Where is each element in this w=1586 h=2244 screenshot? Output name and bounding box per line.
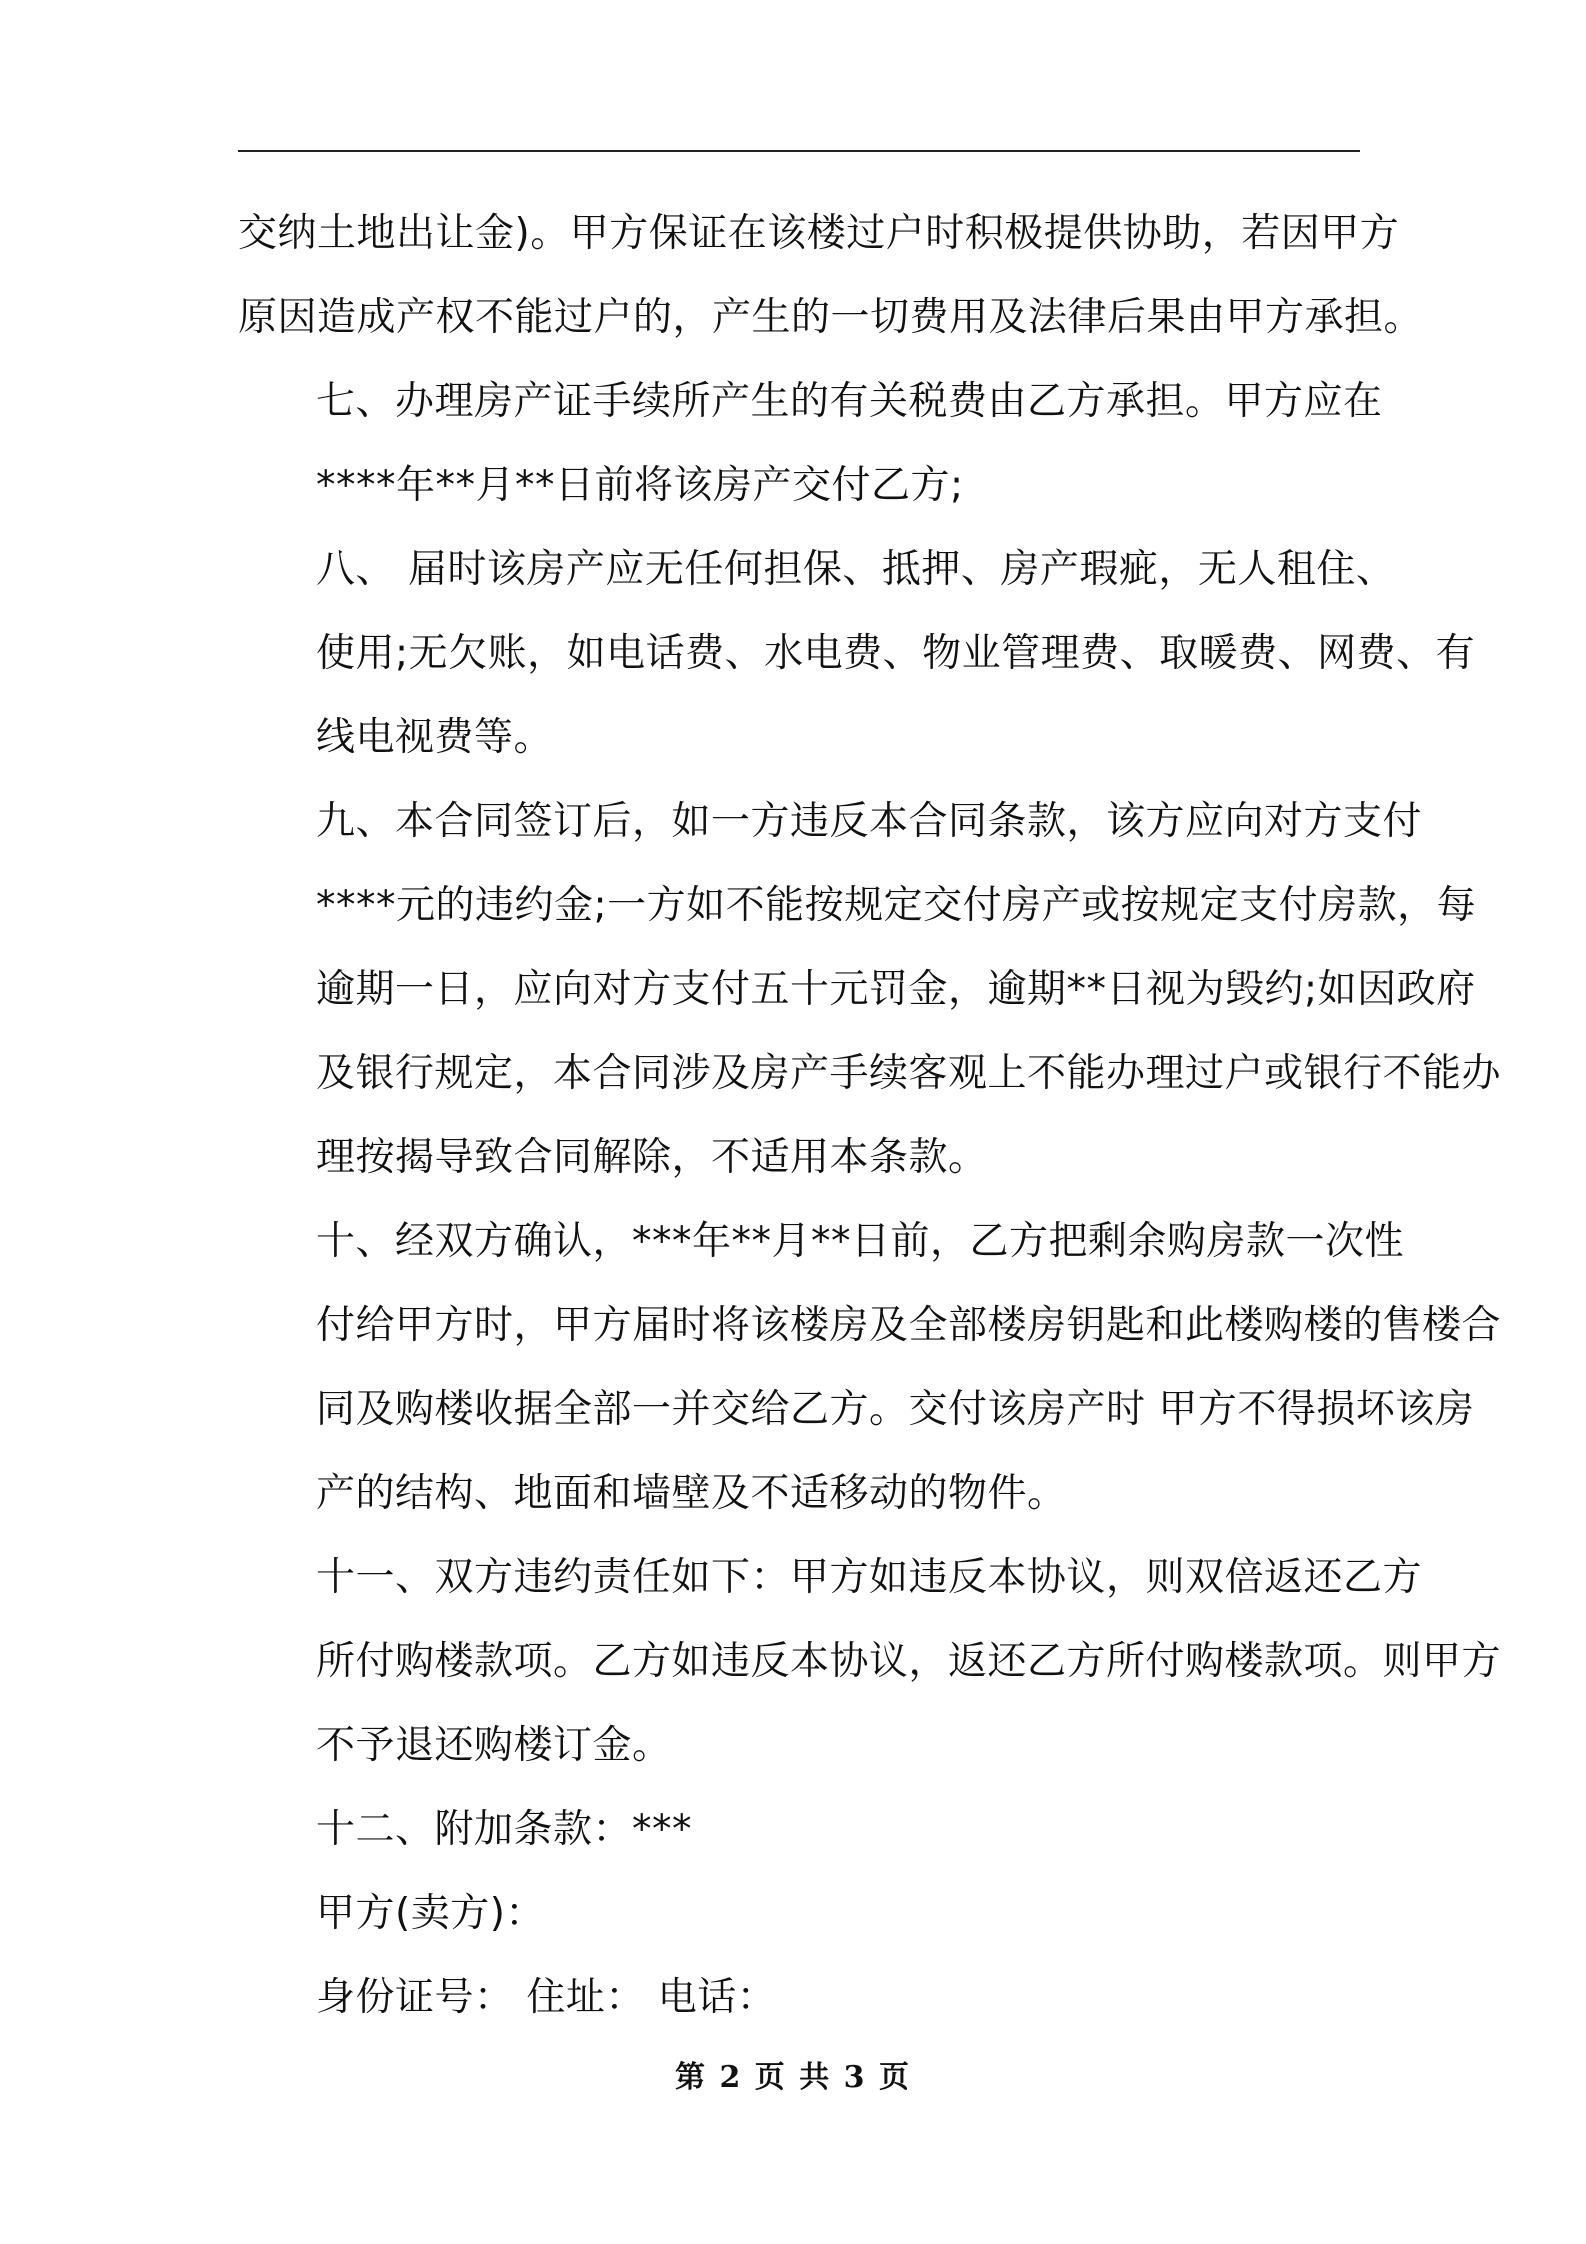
clause-twelve [238, 1788, 1360, 1872]
text-line: 交纳土地出让金)。甲方保证在该楼过户时积极提供协助，若因甲方 [238, 211, 1400, 256]
clause-eight [238, 528, 1476, 780]
text-line: 八、 届时该房产应无任何担保、抵押、房产瑕疵，无人租住、 [316, 547, 1396, 592]
text-line: 及银行规定，本合同涉及房产手续客观上不能办理过户或银行不能办 [316, 1051, 1502, 1096]
document-body [238, 192, 1502, 2040]
text-line: 身份证号： 住址： 电话： [316, 1975, 777, 2020]
text-line: 九、本合同签订后，如一方违反本合同条款，该方应向对方支付 [316, 799, 1423, 844]
text-line: 产的结构、地面和墙壁及不适移动的物件。 [316, 1471, 1067, 1516]
text-line: 甲方(卖方)： [316, 1891, 545, 1936]
party-a-label [238, 1872, 1360, 1956]
text-line: ****年**月**日前将该房产交付乙方; [316, 463, 964, 508]
text-line: 十一、双方违约责任如下：甲方如违反本协议，则双倍返还乙方 [316, 1555, 1423, 1600]
text-line: 所付购楼款项。乙方如违反本协议，返还乙方所付购楼款项。则甲方 [316, 1639, 1502, 1684]
clause-nine [238, 780, 1502, 1200]
text-line: 原因造成产权不能过户的，产生的一切费用及法律后果由甲方承担。 [238, 295, 1424, 340]
header-divider [238, 150, 1360, 152]
text-line: 同及购楼收据全部一并交给乙方。交付该房产时 甲方不得损坏该房 [316, 1387, 1475, 1432]
paragraph-continuation [238, 192, 1424, 360]
text-line: 逾期一日，应向对方支付五十元罚金，逾期**日视为毁约;如因政府 [316, 967, 1476, 1012]
clause-seven [238, 360, 1383, 528]
clause-ten [238, 1200, 1502, 1536]
text-line: 十、经双方确认，***年**月**日前，乙方把剩余购房款一次性 [316, 1219, 1405, 1264]
text-line: 十二、附加条款：*** [316, 1807, 693, 1852]
text-line: 理按揭导致合同解除，不适用本条款。 [316, 1135, 988, 1180]
clause-eleven [238, 1536, 1502, 1788]
text-line: 七、办理房产证手续所产生的有关税费由乙方承担。甲方应在 [316, 379, 1383, 424]
text-line: ****元的违约金;一方如不能按规定交付房产或按规定支付房款，每 [316, 883, 1477, 928]
party-a-details [238, 1956, 1360, 2040]
text-line: 不予退还购楼订金。 [316, 1723, 672, 1768]
text-line: 使用;无欠账，如电话费、水电费、物业管理费、取暖费、网费、有 [316, 631, 1476, 676]
text-line: 付给甲方时，甲方届时将该楼房及全部楼房钥匙和此楼购楼的售楼合 [316, 1303, 1502, 1348]
page-number: 第 2 页 共 3 页 [675, 2060, 911, 2095]
text-line: 线电视费等。 [316, 715, 554, 760]
